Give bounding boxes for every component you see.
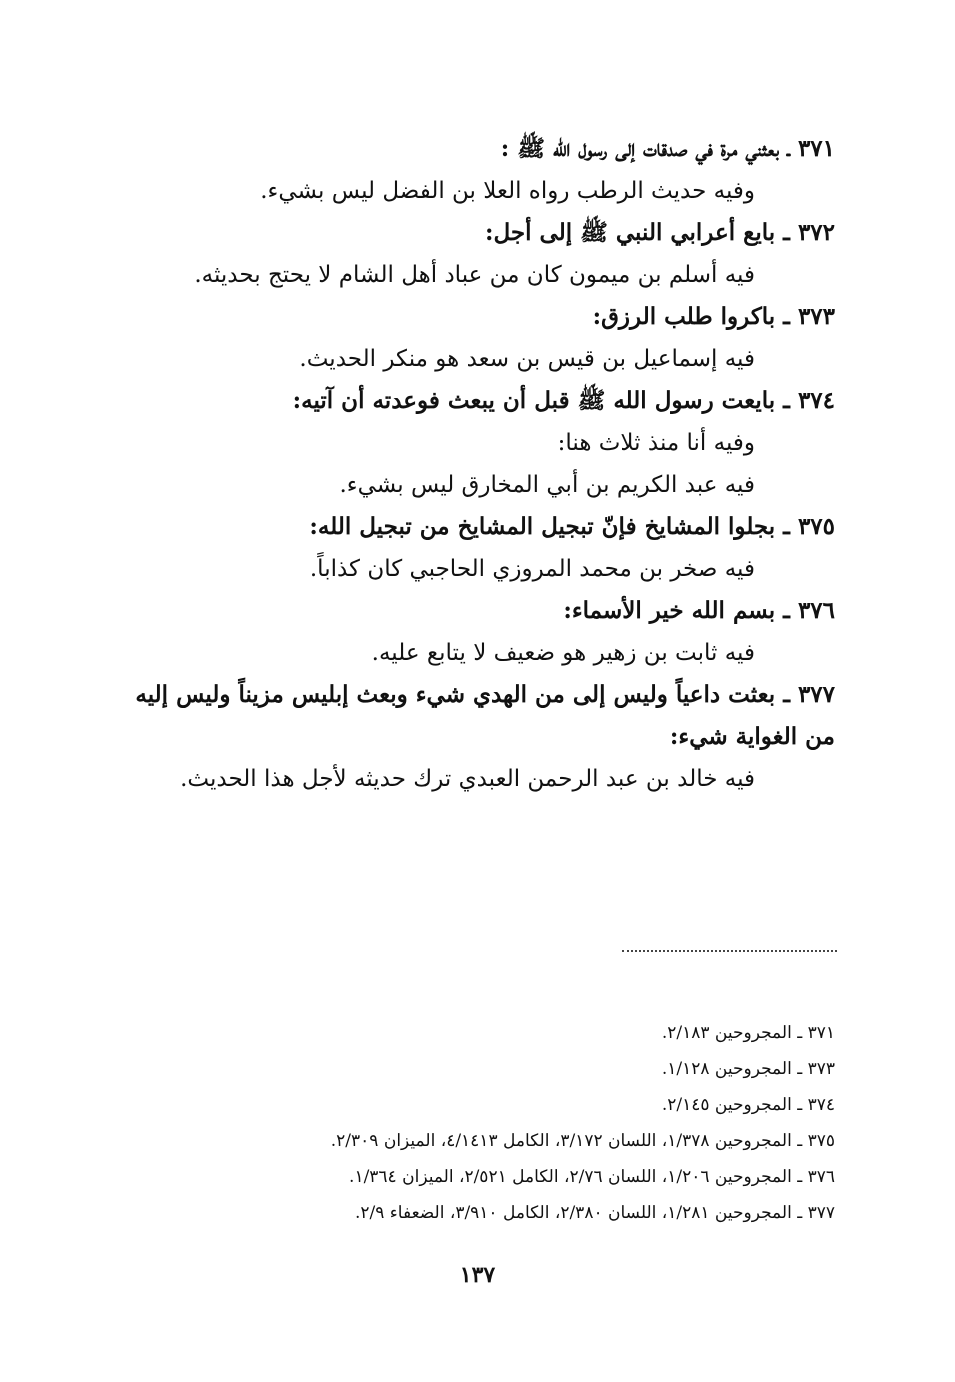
footnote-376: ٣٧٦ ـ المجروحين ١/٢٠٦، اللسان ٢/٧٦، الكامل ٢/٥٢١، الميزان ١/٣٦٤.: [349, 1167, 835, 1187]
footnotes: [155, 1015, 835, 1231]
entry-373-title: ٣٧٣ ـ باكروا طلب الرزق:: [592, 303, 835, 330]
entry-371-body: وفيه حديث الرطب رواه العلا بن الفضل ليس بشيء.: [260, 178, 755, 204]
main-text: [135, 128, 835, 800]
footnote-371: ٣٧١ ـ المجروحين ٢/١٨٣.: [661, 1023, 835, 1043]
footnote-374: ٣٧٤ ـ المجروحين ٢/١٤٥.: [661, 1095, 835, 1115]
entry-374-title: ٣٧٤ ـ بايعت رسول الله ﷺ قبل أن يبعث فوعدته أن آتيه:: [292, 387, 835, 414]
entry-374-body-1: وفيه أنا منذ ثلاث هنا:: [557, 430, 755, 456]
entry-376-body: فيه ثابت بن زهير هو ضعيف لا يتابع عليه.: [371, 640, 755, 666]
entry-371-title: ٣٧١ ـ بعثني مرة في صدقات إلى رسول الله ﷺ :: [500, 135, 835, 162]
entry-377-body: فيه خالد بن عبد الرحمن العبدي ترك حديثه لأجل هذا الحديث.: [180, 766, 755, 792]
footnote-separator: [622, 950, 837, 952]
entry-377-title: ٣٧٧ ـ بعثت داعياً وليس إلى من الهدي شيء وبعث إبليس مزيناً وليس إليه: [135, 681, 835, 708]
entry-376-title: ٣٧٦ ـ بسم الله خير الأسماء:: [563, 597, 835, 624]
entry-372-body: فيه أسلم بن ميمون كان من عباد أهل الشام لا يحتج بحديثه.: [194, 262, 755, 288]
footnote-377: ٣٧٧ ـ المجروحين ١/٢٨١، اللسان ٢/٣٨٠، الكامل ٣/٩١٠، الضعفاء ٢/٩.: [354, 1203, 835, 1223]
footnote-373: ٣٧٣ ـ المجروحين ١/١٢٨.: [661, 1059, 835, 1079]
entry-373-body: فيه إسماعيل بن قيس بن سعد هو منكر الحديث.: [299, 346, 755, 372]
entry-374-body-2: فيه عبد الكريم بن أبي المخارق ليس بشيء.: [339, 472, 755, 498]
entry-372-title: ٣٧٢ ـ بايع أعرابي النبي ﷺ إلى أجل:: [485, 219, 835, 246]
footnote-375: ٣٧٥ ـ المجروحين ١/٣٧٨، اللسان ٣/١٧٢، الكامل ٤/١٤١٣، الميزان ٢/٣٠٩.: [330, 1131, 835, 1151]
entry-377-title-cont: من الغواية شيء:: [669, 723, 835, 750]
entry-375-body: فيه صخر بن محمد المروزي الحاجبي كان كذاباً.: [309, 556, 755, 582]
page-number: ١٣٧: [459, 1262, 496, 1288]
entry-375-title: ٣٧٥ ـ بجلوا المشايخ فإنّ تبجيل المشايخ من تبجيل الله:: [309, 513, 835, 540]
